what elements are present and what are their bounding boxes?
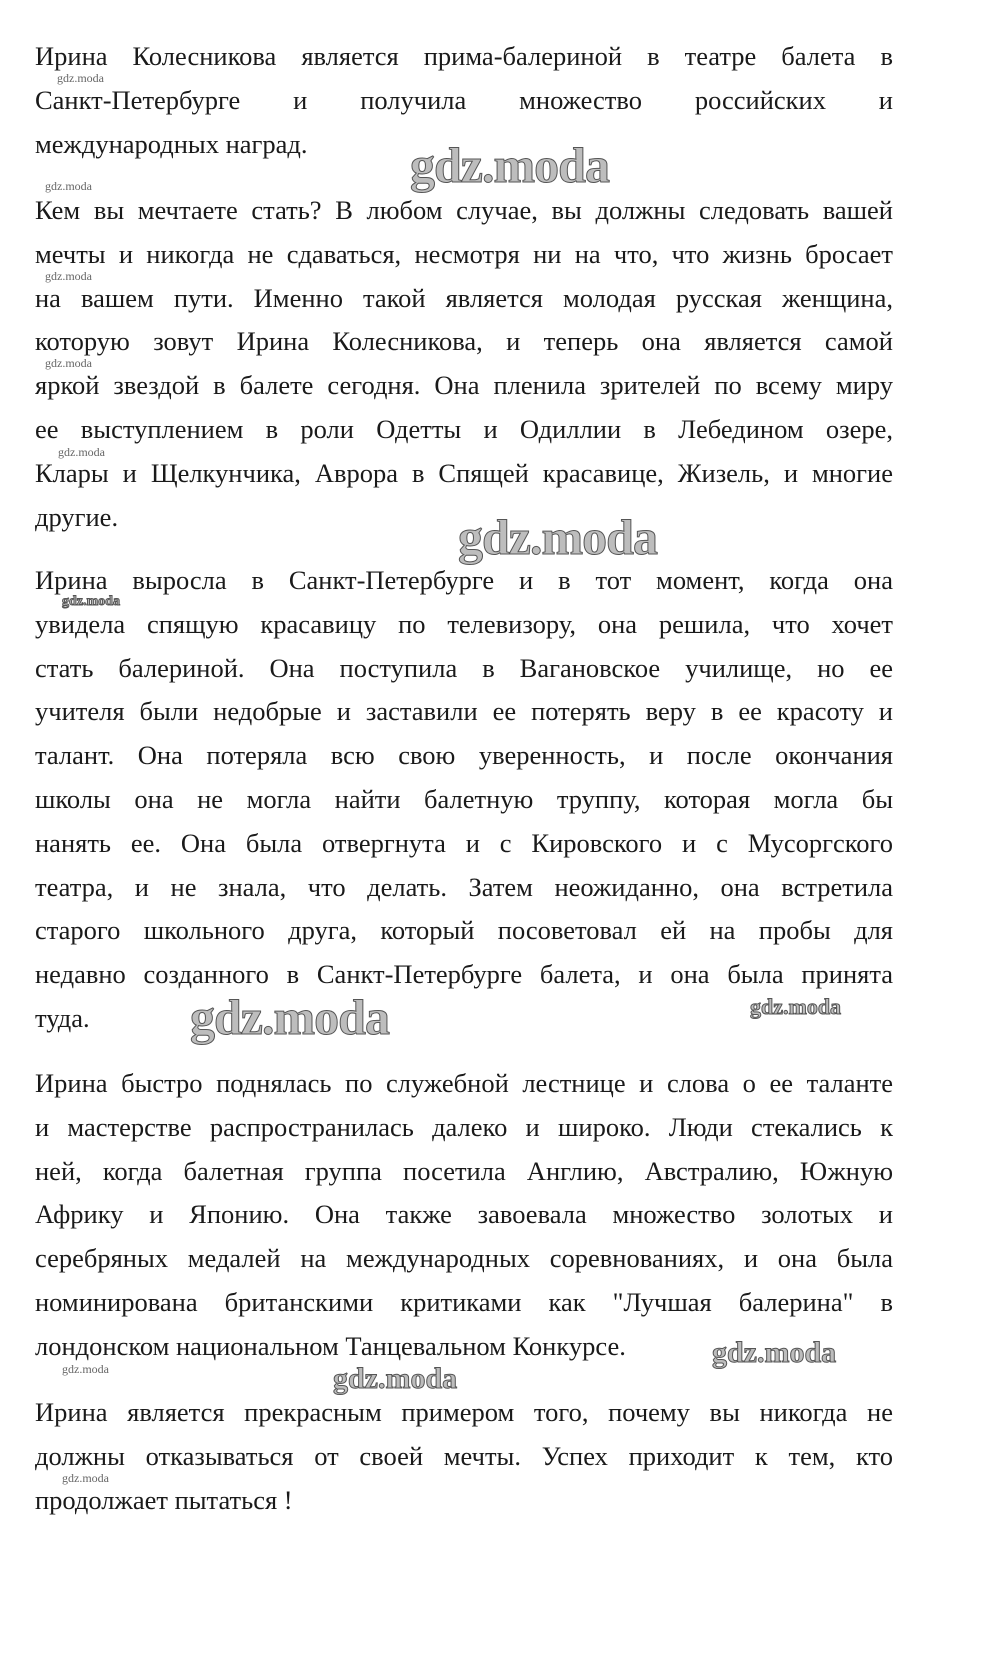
text-line: старого школьного друга, который посоветовал ей на пробы для [35,915,893,946]
text-line: мечты и никогда не сдаваться, несмотря ни на что, что жизнь бросает [35,238,893,269]
watermark: gdz.moda [333,1362,458,1395]
text-line: театра, и не знала, что делать. Затем неожиданно, она встретила [35,871,893,902]
text-line: Кем вы мечтаете стать? В любом случае, вы должны следовать вашей [35,195,893,225]
text-line: Ирина выросла в Санкт-Петербурге и в тот момент, когда она [35,565,893,595]
watermark: gdz.moda [750,994,842,1019]
text-line: лондонском национальном Танцевальном Конкурсе. [35,1330,626,1361]
text-line: международных наград. [35,128,308,159]
text-line: туда. [35,1003,90,1033]
text-line: школы она не могла найти балетную труппу, которая могла бы [35,784,893,814]
text-line: должны отказываться от своей мечты. Успех приходит к тем, кто [35,1440,893,1471]
text-line: яркой звездой в балете сегодня. Она пленила зрителей по всему миру [35,370,893,401]
text-line: серебряных медалей на международных соревнованиях, и она была [35,1243,893,1274]
watermark: gdz.moda [62,1362,109,1376]
text-line: Ирина Колесникова является прима-балериной в театре балета в [35,41,893,71]
watermark: gdz.moda [410,137,609,193]
text-line: нанять ее. Она была отвергнута и с Кировского и с Мусоргского [35,827,893,858]
text-line: ней, когда балетная группа посетила Англию, Австралию, Южную [35,1155,893,1186]
text-line: увидела спящую красавицу по телевизору, она решила, что хочет [35,608,893,639]
watermark: gdz.moda [62,594,120,609]
watermark: gdz.moda [58,445,105,459]
text-line: недавно созданного в Санкт-Петербурге балета, и она была принята [35,959,893,990]
text-line: которую зовут Ирина Колесникова, и теперь она является самой [35,326,893,357]
text-line: на вашем пути. Именно такой является молодая русская женщина, [35,282,893,313]
watermark: gdz.moda [57,71,104,85]
text-line: продолжает пытаться ! [35,1484,293,1515]
text-line: стать балериной. Она поступила в Вагановское училище, но ее [35,652,893,683]
text-line: талант. Она потеряла всю свою уверенность, и после окончания [35,740,893,771]
text-line: другие. [35,501,119,532]
watermark: gdz.moda [712,1336,837,1369]
watermark: gdz.moda [45,269,92,283]
text-line: Санкт-Петербурге и получила множество российских и [35,84,893,115]
text-line: Клары и Щелкунчика, Аврора в Спящей красавице, Жизель, и многие [35,457,893,488]
text-line: Ирина быстро поднялась по служебной лестнице и слова о ее таланте [35,1068,893,1098]
text-line: ее выступлением в роли Одетты и Одиллии в Лебедином озере, [35,414,893,444]
text-line: и мастерстве распространилась далеко и широко. Люди стекались к [35,1111,893,1142]
watermark: gdz.moda [45,179,92,193]
watermark: gdz.moda [45,356,92,370]
watermark: gdz.moda [458,509,657,565]
watermark: gdz.moda [62,1471,109,1485]
text-line: Африку и Японию. Она также завоевала множество золотых и [35,1199,893,1230]
text-line: номинирована британскими критиками как "Лучшая балерина" в [35,1287,893,1317]
text-line: учителя были недобрые и заставили ее потерять веру в ее красоту и [35,696,893,727]
text-line: Ирина является прекрасным примером того, почему вы никогда не [35,1397,893,1427]
watermark: gdz.moda [190,989,389,1045]
